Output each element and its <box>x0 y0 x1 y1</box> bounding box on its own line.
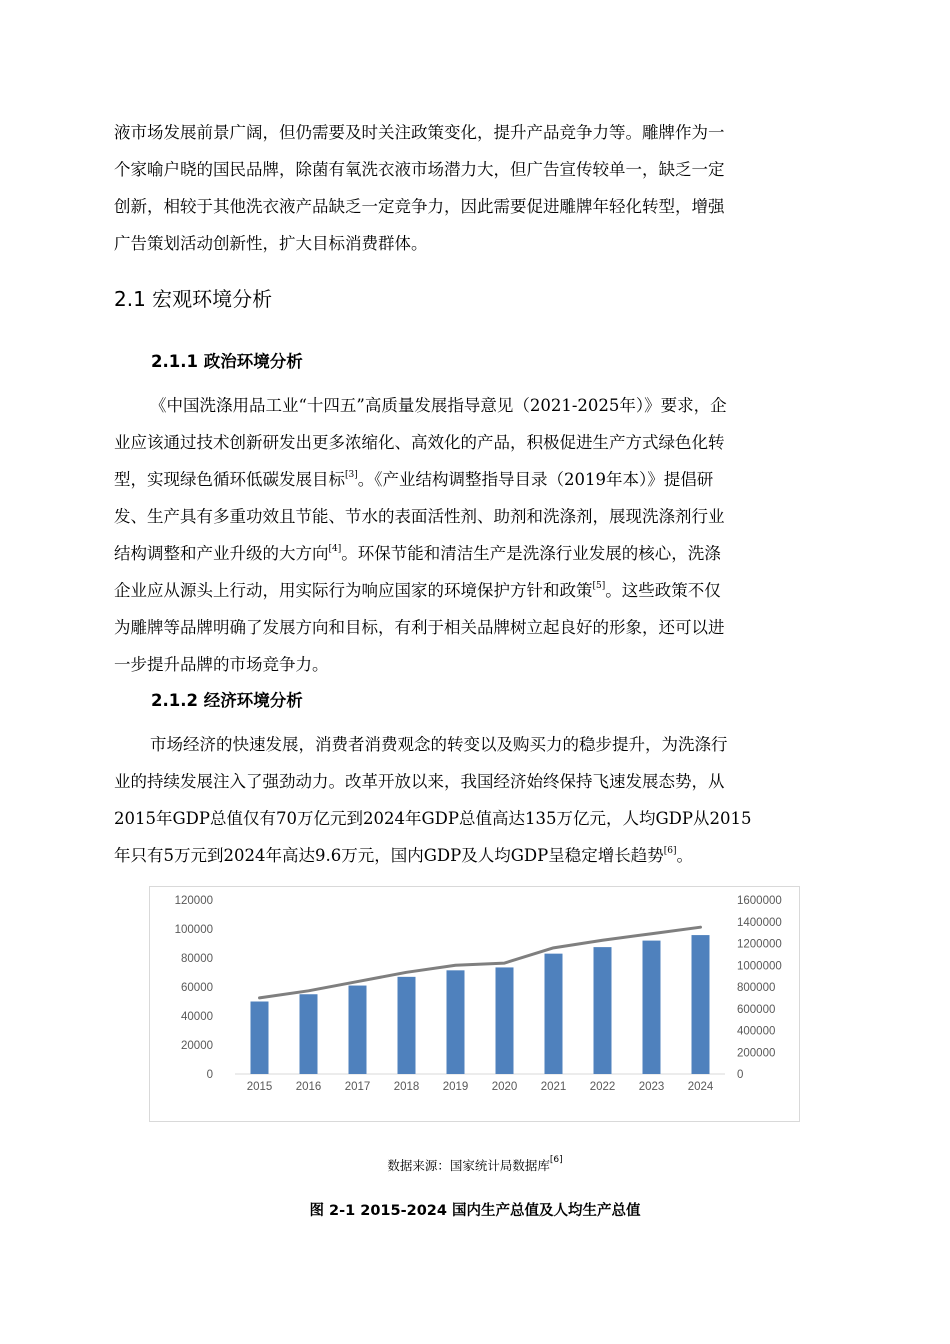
x-axis-tick-label: 2023 <box>638 1081 665 1093</box>
bar <box>692 935 710 1074</box>
subsection-heading-economic: 2.1.2 经济环境分析 <box>151 691 303 710</box>
right-axis-tick-label: 1200000 <box>737 938 782 951</box>
left-axis-tick-label: 80000 <box>181 953 213 965</box>
bar <box>643 941 661 1074</box>
bar <box>251 1002 269 1075</box>
series-line <box>260 927 701 998</box>
citation-ref[interactable]: [5] <box>592 581 606 591</box>
citation-ref[interactable]: [4] <box>328 544 342 554</box>
right-axis-tick-label: 1600000 <box>737 895 782 907</box>
text-line: 液市场发展前景广阔，但仍需要及时关注政策变化，提升产品竞争力等。雕牌作为一 <box>114 123 725 142</box>
x-axis-tick-label: 2021 <box>540 1081 567 1093</box>
x-axis-tick-label: 2020 <box>491 1081 518 1093</box>
text-line: 业应该通过技术创新研发出更多浓缩化、高效化的产品，积极促进生产方式绿色化转 <box>114 433 725 452</box>
citation-ref[interactable]: [6] <box>549 1155 563 1165</box>
figure-caption: 图 2-1 2015-2024 国内生产总值及人均生产总值 <box>309 1203 641 1219</box>
text-line: 型，实现绿色循环低碳发展目标[3]。《产业结构调整指导目录（2019年本）》提倡研 <box>114 470 714 489</box>
right-axis-tick-label: 800000 <box>737 982 776 994</box>
text-line: 企业应从源头上行动，用实际行为响应国家的环境保护方针和政策[5]。这些政策不仅 <box>114 581 721 600</box>
right-axis-tick-label: 600000 <box>737 1003 776 1016</box>
right-axis-tick-label: 1400000 <box>737 916 782 929</box>
text-line: 个家喻户晓的国民品牌，除菌有氧洗衣液市场潜力大，但广告宣传较单一，缺乏一定 <box>114 160 725 179</box>
left-axis-tick-label: 0 <box>206 1069 213 1081</box>
x-axis-tick-label: 2015 <box>246 1081 273 1093</box>
text-line: 广告策划活动创新性，扩大目标消费群体。 <box>114 234 428 253</box>
gdp-chart-svg <box>150 887 801 1123</box>
bar <box>594 947 612 1074</box>
economic-paragraph <box>114 726 838 874</box>
data-source-caption: 数据来源：国家统计局数据库[6] <box>387 1155 563 1173</box>
text-line: 2015年GDP总值仅有70万亿元到2024年GDP总值高达135万亿元，人均GDP从2015 <box>114 809 752 828</box>
x-axis-tick-label: 2019 <box>442 1081 469 1093</box>
right-axis-tick-label: 0 <box>737 1069 744 1081</box>
text-line: 创新，相较于其他洗衣液产品缺乏一定竞争力，因此需要促进雕牌年轻化转型，增强 <box>114 197 725 216</box>
x-axis-tick-label: 2017 <box>344 1081 371 1093</box>
text-line: 业的持续发展注入了强劲动力。改革开放以来，我国经济始终保持飞速发展态势，从 <box>114 772 725 791</box>
bar <box>496 967 514 1074</box>
bar <box>545 954 563 1074</box>
subsection-heading-political: 2.1.1 政治环境分析 <box>151 352 303 371</box>
bar <box>300 994 318 1074</box>
intro-paragraph <box>114 114 838 262</box>
bar <box>398 977 416 1074</box>
left-axis-tick-label: 60000 <box>181 982 213 994</box>
citation-ref[interactable]: [3] <box>345 470 358 480</box>
right-axis-tick-label: 200000 <box>737 1047 776 1060</box>
gdp-chart <box>149 886 800 1122</box>
left-axis-tick-label: 20000 <box>181 1040 213 1052</box>
x-axis-tick-label: 2024 <box>687 1081 714 1093</box>
text-line: 结构调整和产业升级的大方向[4]。环保节能和清洁生产是洗涤行业发展的核心，洗涤 <box>114 544 721 563</box>
right-axis-tick-label: 400000 <box>737 1025 776 1038</box>
text-line: 《中国洗涤用品工业“十四五”高质量发展指导意见（2021-2025年）》要求，企 <box>150 396 727 415</box>
text-line: 发、生产具有多重功效且节能、节水的表面活性剂、助剂和洗涤剂，展现洗涤剂行业 <box>114 507 725 526</box>
section-heading: 2.1 宏观环境分析 <box>114 287 273 311</box>
text-line: 年只有5万元到2024年高达9.6万元，国内GDP及人均GDP呈稳定增长趋势[6]。 <box>114 846 694 865</box>
x-axis-tick-label: 2018 <box>393 1081 420 1093</box>
political-paragraph <box>114 387 838 683</box>
left-axis-tick-label: 120000 <box>174 895 213 907</box>
right-axis-tick-label: 1000000 <box>737 960 782 973</box>
left-axis-tick-label: 100000 <box>174 924 213 936</box>
citation-ref[interactable]: [6] <box>663 846 677 856</box>
text-line: 一步提升品牌的市场竞争力。 <box>114 655 329 674</box>
bar <box>447 970 465 1074</box>
bar <box>349 986 367 1074</box>
text-line: 市场经济的快速发展，消费者消费观念的转变以及购买力的稳步提升，为洗涤行 <box>150 735 728 754</box>
text-line: 为雕牌等品牌明确了发展方向和目标，有利于相关品牌树立起良好的形象，还可以进 <box>114 618 725 637</box>
x-axis-tick-label: 2016 <box>295 1081 322 1093</box>
x-axis-tick-label: 2022 <box>589 1081 616 1093</box>
left-axis-tick-label: 40000 <box>181 1011 213 1023</box>
